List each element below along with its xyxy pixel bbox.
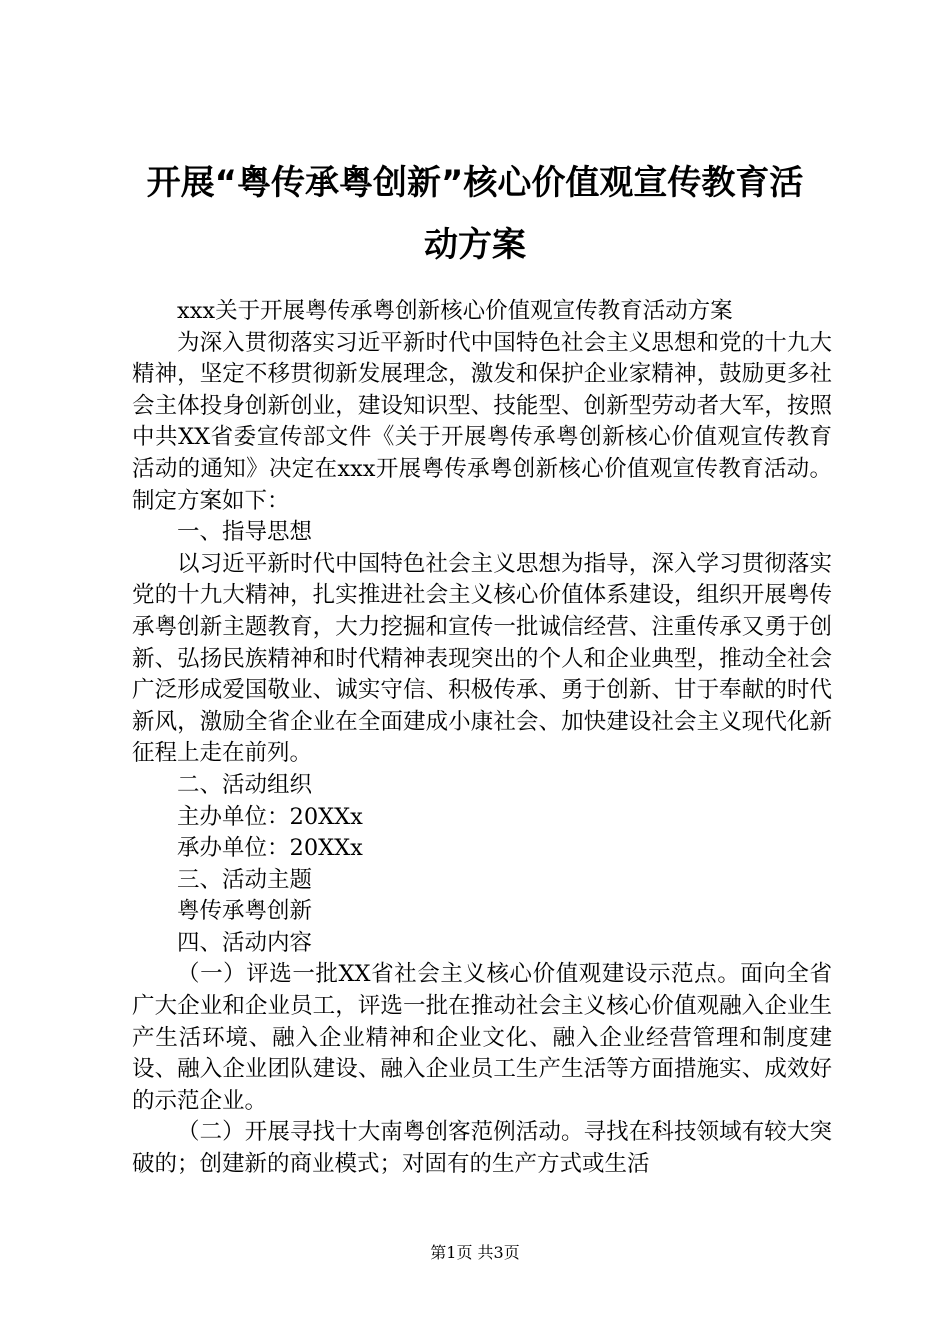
page-footer: 第1页 共3页: [430, 1243, 520, 1262]
paragraph-content-item-1: （一）评选一批XX省社会主义核心价值观建设示范点。面向全省广大企业和企业员工，评选一批在推动社会主义核心价值观融入企业生产生活环境、融入企业精神和企业文化、融入企业经营管理和制度建设、融入企业团队建设、融入企业员工生产生活等方面措施实、成效好的示范企业。: [132, 961, 832, 1114]
paragraph-guiding-thought: 以习近平新时代中国特色社会主义思想为指导，深入学习贯彻落实党的十九大精神，扎实推进社会主义核心价值体系建设，组织开展粤传承粤创新主题教育，大力挖掘和宣传一批诚信经营、注重传承又勇于创新、弘扬民族精神和时代精神表现突出的个人和企业典型，推动全社会广泛形成爱国敬业、诚实守信、积极传承、勇于创新、甘于奉献的时代新风，激励全省企业在全面建成小康社会、加快建设社会主义现代化新征程上走在前列。: [132, 550, 832, 767]
paragraph-activity-theme: 粤传承粤创新: [177, 898, 313, 925]
document-title-line-1: 开展“粤传承粤创新”核心价值观宣传教育活: [146, 163, 804, 203]
paragraph-subtitle: xxx关于开展粤传承粤创新核心价值观宣传教育活动方案: [177, 298, 733, 324]
paragraph-host-unit: 主办单位：20XXx: [177, 803, 363, 830]
paragraph-intro: 为深入贯彻落实习近平新时代中国特色社会主义思想和党的十九大精神，坚定不移贯彻新发展理念，激发和保护企业家精神，鼓励更多社会主体投身创新创业，建设知识型、技能型、创新型劳动者大军，按照中共XX省委宣传部文件《关于开展粤传承粤创新核心价值观宣传教育活动的通知》决定在xxx开展粤传承粤创新核心价值观宣传教育活动。制定方案如下：: [132, 329, 832, 514]
paragraph-organizer-unit: 承办单位：20XXx: [177, 835, 363, 862]
heading-activity-organization: 二、活动组织: [177, 771, 313, 798]
heading-activity-content: 四、活动内容: [177, 929, 313, 956]
heading-activity-theme: 三、活动主题: [177, 866, 313, 893]
document-title-line-2: 动方案: [424, 225, 526, 265]
document-body: [132, 296, 832, 1181]
heading-guiding-thought: 一、指导思想: [177, 519, 313, 546]
paragraph-content-item-2: （二）开展寻找十大南粤创客范例活动。寻找在科技领域有较大突破的；创建新的商业模式；对固有的生产方式或生活: [132, 1119, 832, 1178]
